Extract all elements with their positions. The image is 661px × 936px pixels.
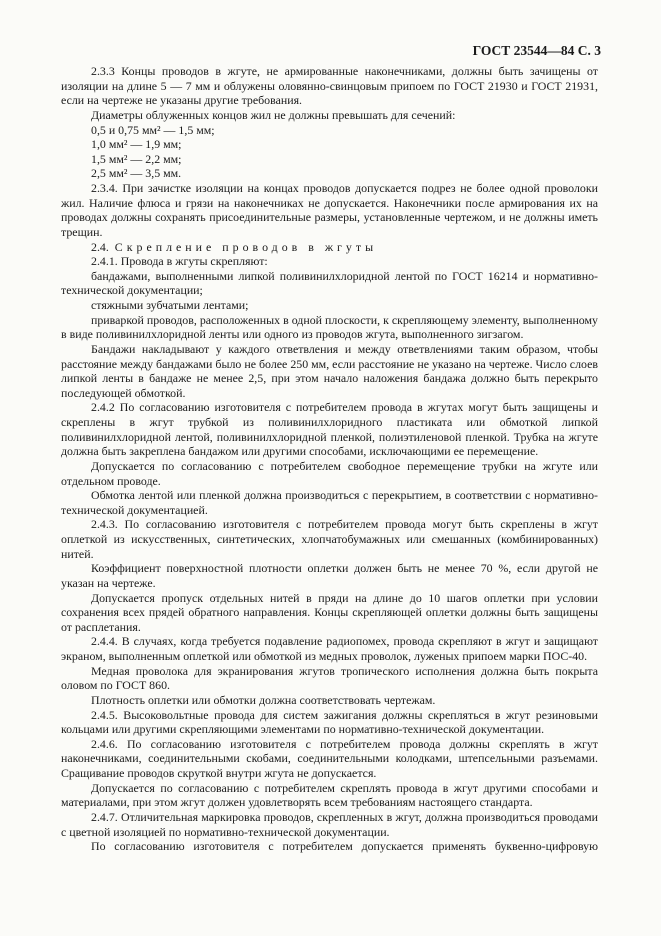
page-body — [61, 64, 598, 854]
paragraph: 2.4.6. По согласованию изготовителя с потребителем провода должны скреплять в жгут наконечниками, соединительными скобами, соединительными колодками, штепсельными разъемами. Сращивание проводов скруткой внутри жгута не допускается. — [61, 736, 598, 780]
paragraph: Диаметры облуженных концов жил не должны превышать для сечений: — [91, 107, 456, 122]
paragraph: Допускается по согласованию с потребителем скреплять провода в жгут другими способами и материалами, при этом жгут должен удовлетворять всем требованиям настоящего стандарта. — [61, 780, 598, 810]
paragraph: Допускается пропуск отдельных нитей в пряди на длине до 10 шагов оплетки при условии сохранения всех прядей обратного направления. Концы скрепляющей оплетки должны быть защищены от расплетания. — [61, 590, 598, 634]
paragraph: 2,5 мм² — 3,5 мм. — [91, 166, 182, 181]
paragraph: приваркой проводов, расположенных в одной плоскости, к скрепляющему элементу, выполненному в виде поливинилхлоридной ленты или одного из проводов жгута, выполненного зигзагом. — [61, 312, 598, 342]
paragraph: 1,5 мм² — 2,2 мм; — [91, 151, 182, 166]
paragraph: Бандажи накладывают у каждого ответвления и между ответвлениями таким образом, чтобы расстояние между бандажами было не более 250 мм, если расстояние не указано на чертеже. Число слоев липкой ленты в бандаже не менее 2,5, при этом начало наложения бандажа должно быть перекрыто последующей обмоткой. — [61, 341, 598, 400]
section-number: 2.4. — [91, 239, 109, 254]
page-header: ГОСТ 23544—84 С. 3 — [472, 43, 601, 58]
section-heading — [61, 240, 598, 255]
paragraph: 2.4.5. Высоковольтные провода для систем зажигания должны скрепляться в жгут резиновыми кольцами или другими скрепляющими элементами по нормативно-технической документации. — [61, 707, 598, 737]
paragraph: 2.4.2 По согласованию изготовителя с потребителем провода в жгутах могут быть защищены и скреплены в жгут трубкой из поливинилхлоридного пластиката или обмоткой липкой поливинилхлоридной лентой, поливинилхлоридной пленкой, полиэтиленовой пленкой. Трубка на жгуте должна быть закреплена бандажом или другими способами, исключающими ее перемещение. — [61, 400, 598, 459]
paragraph: 2.4.3. По согласованию изготовителя с потребителем провода могут быть скреплены в жгут оплеткой из искусственных, синтетических, хлопчатобумажных или смешанных (комбинированных) нитей. — [61, 517, 598, 561]
paragraph: Коэффициент поверхностной плотности оплетки должен быть не менее 70 %, если другой не указан на чертеже. — [61, 561, 598, 590]
paragraph: Медная проволока для экранирования жгутов тропического исполнения должна быть покрыта оловом по ГОСТ 860. — [61, 663, 598, 693]
paragraph: 2.4.7. Отличительная маркировка проводов, скрепленных в жгут, должна производиться проводами с цветной изоляцией по нормативно-технической документации. — [61, 809, 598, 839]
paragraph: Обмотка лентой или пленкой должна производиться с перекрытием, в соответствии с нормативно-технической документацией. — [61, 488, 598, 517]
paragraph: 2.4.1. Провода в жгуты скрепляют: — [91, 254, 268, 269]
paragraph: 2.3.4. При зачистке изоляции на концах проводов допускается подрез не более одной проволоки жил. Наличие флюса и грязи на наконечниках не допускается. Наконечники после армирования их на проводах должны сохранять присоединительные размеры, установленные чертежом, и не должны иметь трещин. — [61, 181, 598, 239]
paragraph: стяжными зубчатыми лентами; — [91, 298, 249, 312]
paragraph: 2.4.4. В случаях, когда требуется подавление радиопомех, провода скрепляют в жгут и защищают экраном, выполненным оплеткой или обмоткой из медных проволок, луженых припоем марки ПОС-40. — [61, 634, 598, 663]
paragraph: 2.3.3 Концы проводов в жгуте, не армированные наконечниками, должны быть зачищены от изоляции на длине 5 — 7 мм и облужены оловянно-свинцовым припоем по ГОСТ 21930 и ГОСТ 21931, если на чертеже не указаны другие требования. — [61, 64, 598, 108]
paragraph: бандажами, выполненными липкой поливинилхлоридной лентой по ГОСТ 16214 и нормативно-технической документации; — [61, 268, 598, 298]
paragraph: Допускается по согласованию с потребителем свободное перемещение трубки на жгуте или отдельном проводе. — [61, 458, 598, 488]
paragraph: Плотность оплетки или обмотки должна соответствовать чертежам. — [91, 692, 436, 707]
section-title: Скрепление проводов в жгуты — [114, 239, 378, 254]
paragraph: По согласованию изготовителя с потребителем допускается применять буквенно-цифровую — [91, 839, 598, 854]
paragraph: 1,0 мм² — 1,9 мм; — [91, 137, 182, 152]
paragraph: 0,5 и 0,75 мм² — 1,5 мм; — [91, 122, 215, 137]
